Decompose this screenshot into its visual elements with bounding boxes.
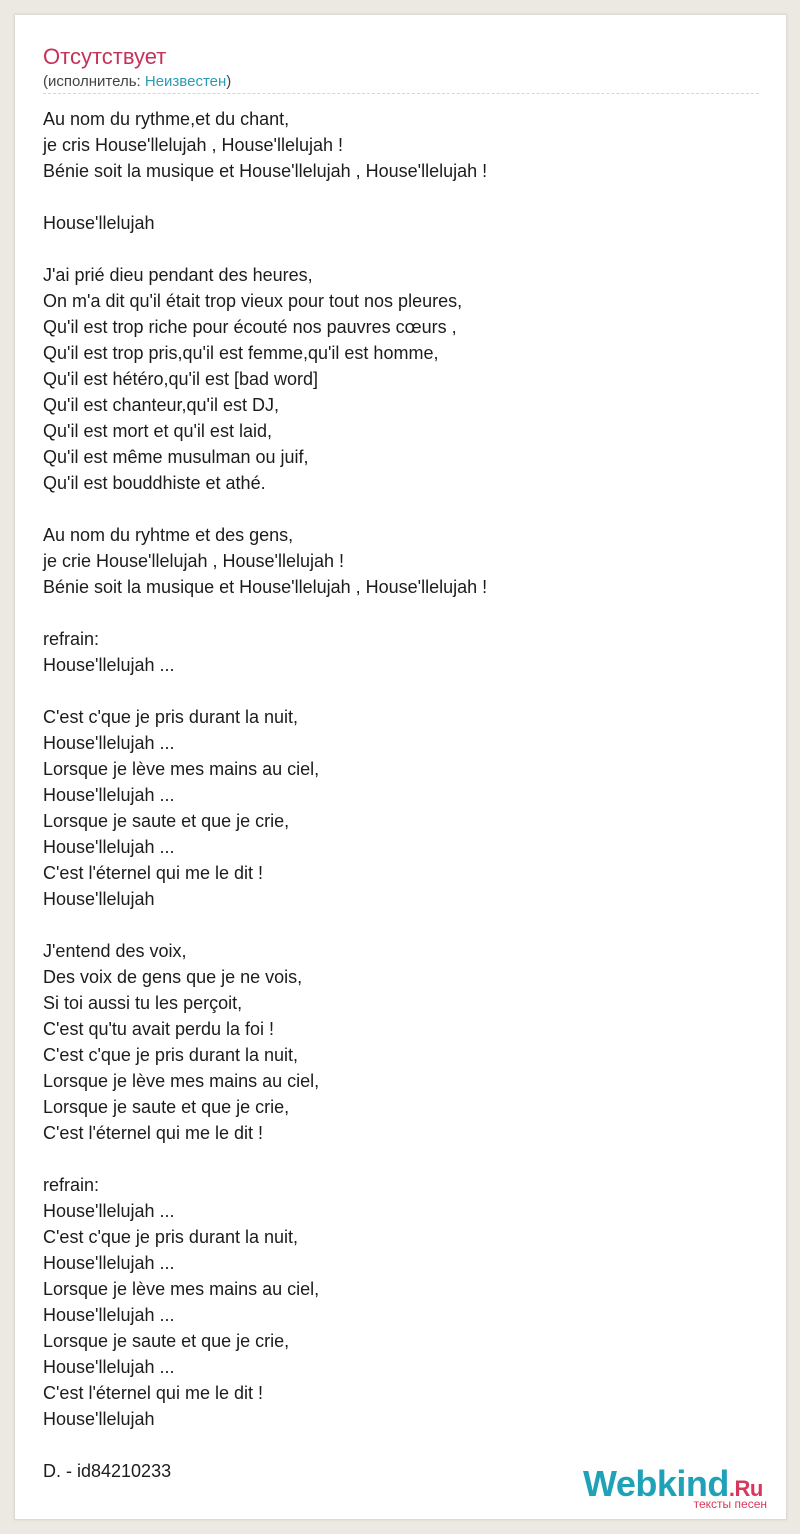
webkind-logo[interactable]	[583, 1464, 775, 1514]
artist-link[interactable]: Неизвестен	[144, 73, 227, 90]
logo-suffix: .Ru	[728, 1476, 763, 1501]
artist-suffix: )	[226, 73, 232, 90]
lyrics-text: Au nom du rythme,et du chant, je cris House'llelujah , House'llelujah ! Bénie soit la musique et House'llelujah , House'llelujah ! House'llelujah J'ai prié dieu pendant des heures, On m'a dit qu'il était trop vieux pour tout nos pleures, Qu'il est trop riche pour écouté nos pauvres cœurs , Qu'il est trop pris,qu'il est femme,qu'il est homme, Qu'il est hétéro,qu'il est [bad word] Qu'il est chanteur,qu'il est DJ, Qu'il est mort et qu'il est laid, Qu'il est même musulman ou juif, Qu'il est bouddhiste et athé. Au nom du ryhtme et des gens, je crie House'llelujah , House'llelujah ! Bénie soit la musique et House'llelujah , House'llelujah ! refrain: House'llelujah ... C'est c'que je pris durant la nuit, House'llelujah ... Lorsque je lève mes mains au ciel, House'llelujah ... Lorsque je saute et que je crie, House'llelujah ... C'est l'éternel qui me le dit ! House'llelujah J'entend des voix, Des voix de gens que je ne vois, Si toi aussi tu les perçoit, C'est qu'tu avait perdu la foi ! C'est c'que je pris durant la nuit, Lorsque je lève mes mains au ciel, Lorsque je saute et que je crie, C'est l'éternel qui me le dit ! refrain: House'llelujah ... C'est c'que je pris durant la nuit, House'llelujah ... Lorsque je lève mes mains au ciel, House'llelujah ... Lorsque je saute et que je crie, House'llelujah ... C'est l'éternel qui me le dit ! House'llelujah	[43, 109, 488, 1429]
artist-prefix: (исполнитель:	[43, 73, 145, 90]
song-id: D. - id84210233	[43, 1461, 172, 1481]
header-divider	[43, 93, 759, 94]
song-title: Отсутствует	[43, 44, 167, 69]
logo-tagline: тексты песен	[693, 1497, 767, 1511]
logo-main-text: Webkind	[583, 1463, 729, 1504]
lyrics-page	[14, 14, 787, 1520]
artist-line	[43, 73, 231, 91]
